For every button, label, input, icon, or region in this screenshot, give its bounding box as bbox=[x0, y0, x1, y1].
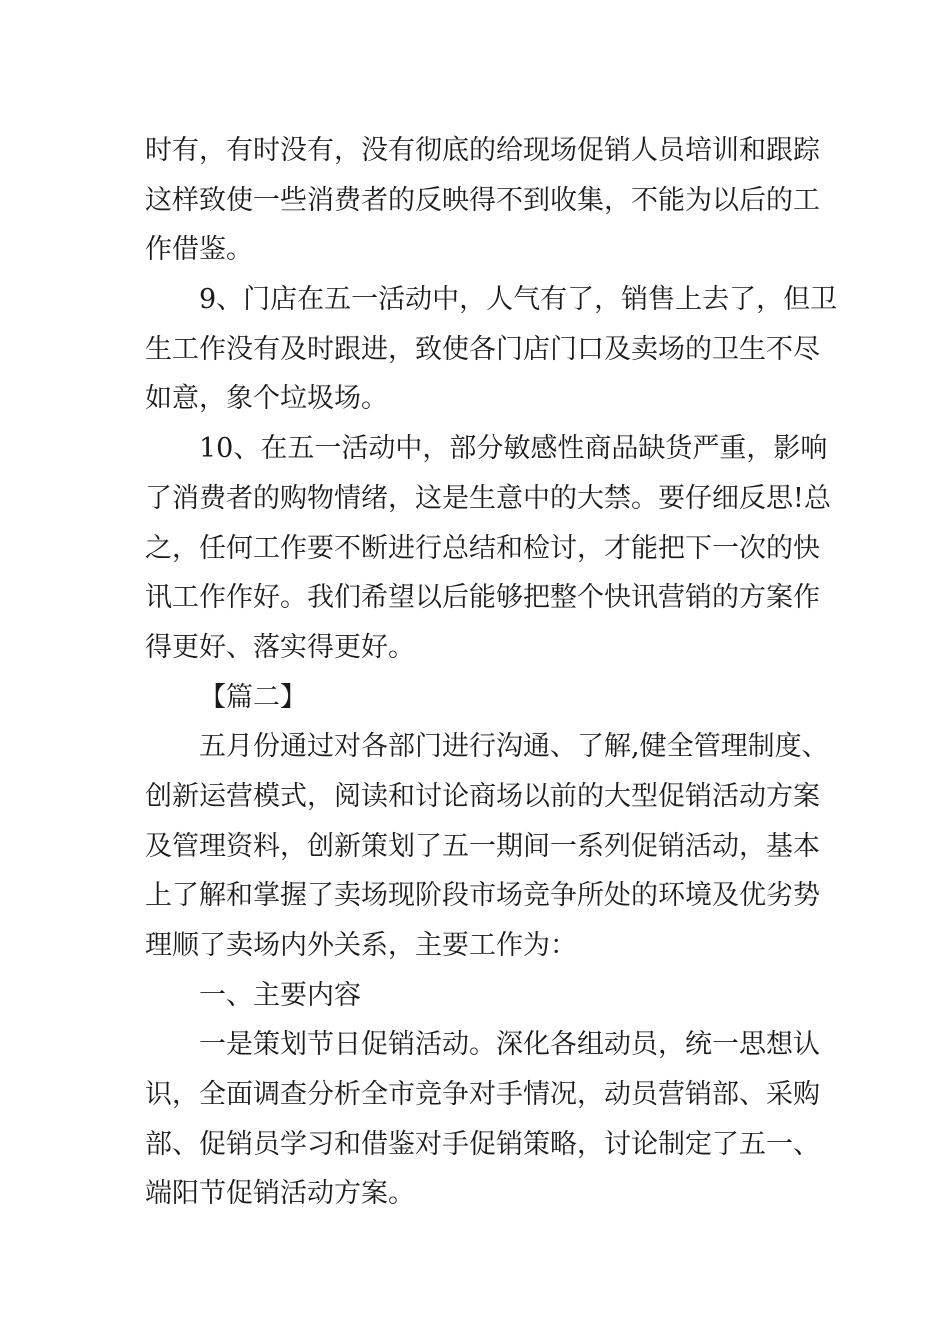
text-line: 之，任何工作要不断进行总结和检讨，才能把下一次的快 bbox=[145, 533, 820, 564]
text-line: 识，全面调查分析全市竞争对手情况，动员营销部、采购 bbox=[145, 1079, 820, 1110]
text-line: 上了解和掌握了卖场现阶段市场竞争所处的环境及优劣势 bbox=[145, 880, 820, 911]
text-line: 讯工作作好。我们希望以后能够把整个快讯营销的方案作 bbox=[145, 582, 820, 613]
text-line: 及管理资料，创新策划了五一期间一系列促销活动，基本 bbox=[145, 831, 820, 862]
paragraph-start: 五月份通过对各部门进行沟通、了解,健全管理制度、 bbox=[199, 731, 829, 762]
text-line: 生工作没有及时跟进，致使各门店门口及卖场的卫生不尽 bbox=[145, 334, 820, 365]
text-line: 这样致使一些消费者的反映得不到收集，不能为以后的工 bbox=[145, 185, 820, 216]
section-heading: 【篇二】 bbox=[199, 682, 307, 713]
text-line: 部、促销员学习和借鉴对手促销策略，讨论制定了五一、 bbox=[145, 1129, 820, 1160]
text-line: 得更好、落实得更好。 bbox=[145, 632, 415, 663]
paragraph-start: 一是策划节日促销活动。深化各组动员，统一思想认 bbox=[199, 1029, 820, 1060]
paragraph-item-10: 10、在五一活动中，部分敏感性商品缺货严重，影响 bbox=[199, 433, 828, 464]
text-line: 如意，象个垃圾场。 bbox=[145, 383, 388, 414]
subsection-heading: 一、主要内容 bbox=[199, 980, 361, 1011]
text-line: 了消费者的购物情绪，这是生意中的大禁。要仔细反思!总 bbox=[145, 483, 831, 514]
text-line: 理顺了卖场内外关系，主要工作为： bbox=[145, 930, 577, 961]
text-line: 端阳节促销活动方案。 bbox=[145, 1178, 415, 1209]
text-line: 创新运营模式，阅读和讨论商场以前的大型促销活动方案 bbox=[145, 781, 820, 812]
paragraph-item-9: 9、门店在五一活动中，人气有了，销售上去了，但卫 bbox=[199, 284, 838, 315]
text-line: 作借鉴。 bbox=[145, 234, 253, 265]
text-line: 时有，有时没有，没有彻底的给现场促销人员培训和跟踪 bbox=[145, 135, 820, 166]
